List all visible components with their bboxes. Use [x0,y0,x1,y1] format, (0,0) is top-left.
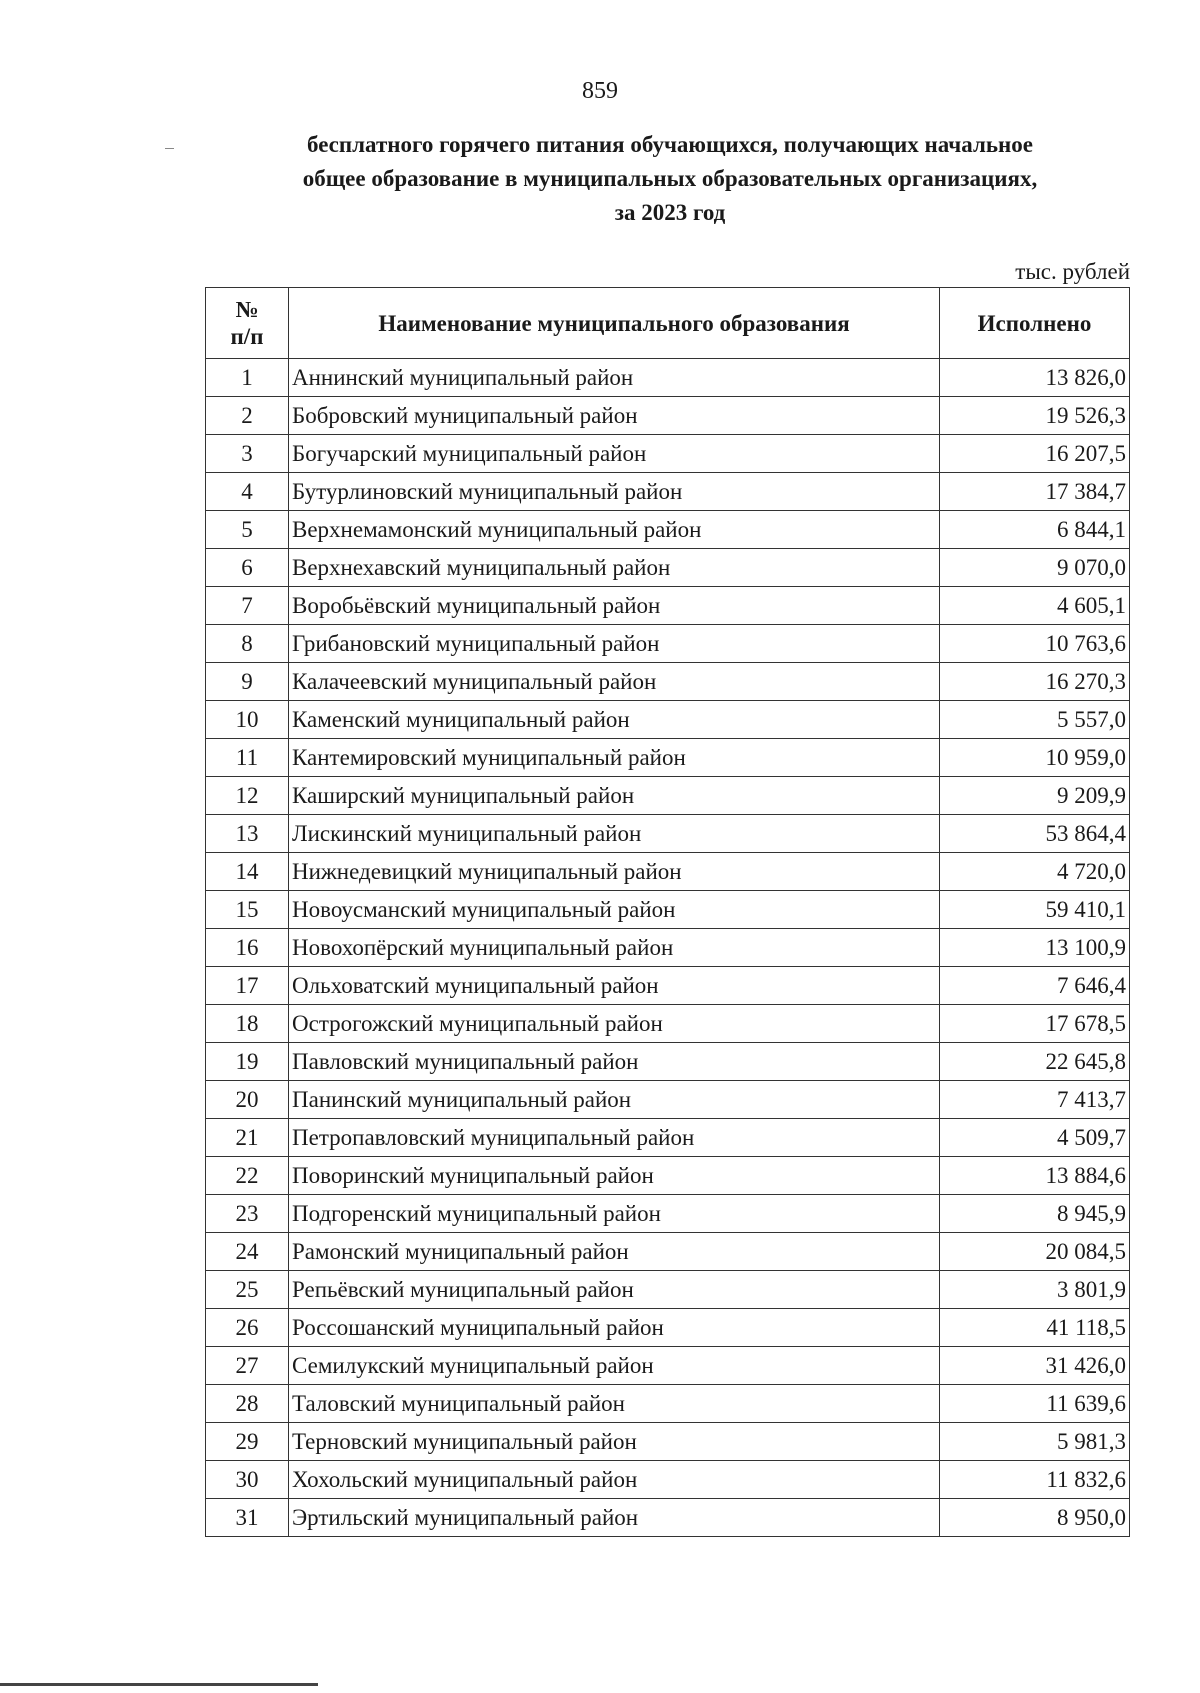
row-number: 23 [206,1195,289,1233]
row-name: Грибановский муниципальный район [289,625,940,663]
row-number: 28 [206,1385,289,1423]
row-number: 17 [206,967,289,1005]
row-name: Эртильский муниципальный район [289,1499,940,1537]
row-name: Ольховатский муниципальный район [289,967,940,1005]
table-row [206,587,1130,625]
header-name: Наименование муниципального образования [289,288,940,359]
row-name: Каменский муниципальный район [289,701,940,739]
table-row [206,1499,1130,1537]
row-value: 6 844,1 [940,511,1130,549]
row-value: 8 945,9 [940,1195,1130,1233]
row-number: 8 [206,625,289,663]
row-name: Подгоренский муниципальный район [289,1195,940,1233]
row-name: Нижнедевицкий муниципальный район [289,853,940,891]
row-number: 12 [206,777,289,815]
table-row [206,1271,1130,1309]
row-number: 31 [206,1499,289,1537]
row-value: 19 526,3 [940,397,1130,435]
row-value: 13 884,6 [940,1157,1130,1195]
row-number: 25 [206,1271,289,1309]
row-value: 22 645,8 [940,1043,1130,1081]
table-row [206,1423,1130,1461]
row-number: 29 [206,1423,289,1461]
row-name: Бобровский муниципальный район [289,397,940,435]
table-row [206,1309,1130,1347]
row-number: 10 [206,701,289,739]
row-number: 4 [206,473,289,511]
title-line: бесплатного горячего питания обучающихся, получающих начальное [307,132,1033,157]
title-line: за 2023 год [614,200,726,225]
row-value: 53 864,4 [940,815,1130,853]
row-number: 15 [206,891,289,929]
table-row [206,1005,1130,1043]
row-value: 41 118,5 [940,1309,1130,1347]
row-name: Новохопёрский муниципальный район [289,929,940,967]
row-number: 14 [206,853,289,891]
row-value: 9 209,9 [940,777,1130,815]
row-value: 7 646,4 [940,967,1130,1005]
row-name: Богучарский муниципальный район [289,435,940,473]
header-number [206,288,289,359]
table-row [206,625,1130,663]
row-number: 5 [206,511,289,549]
table-row [206,397,1130,435]
table-body [206,359,1130,1537]
title-line: общее образование в муниципальных образовательных организациях, [302,166,1038,191]
header-number-line: п/п [230,324,264,349]
row-number: 2 [206,397,289,435]
row-number: 19 [206,1043,289,1081]
page-number: 859 [582,78,618,104]
row-value: 11 832,6 [940,1461,1130,1499]
row-name: Семилукский муниципальный район [289,1347,940,1385]
row-name: Рамонский муниципальный район [289,1233,940,1271]
row-value: 16 270,3 [940,663,1130,701]
table-row [206,701,1130,739]
row-value: 17 384,7 [940,473,1130,511]
row-name: Воробьёвский муниципальный район [289,587,940,625]
row-value: 11 639,6 [940,1385,1130,1423]
document-title [205,128,1135,230]
row-name: Верхнехавский муниципальный район [289,549,940,587]
row-value: 20 084,5 [940,1233,1130,1271]
row-name: Верхнемамонский муниципальный район [289,511,940,549]
table-row [206,739,1130,777]
row-number: 6 [206,549,289,587]
table-row [206,815,1130,853]
table-row [206,511,1130,549]
row-name: Репьёвский муниципальный район [289,1271,940,1309]
table-row [206,777,1130,815]
table-row [206,891,1130,929]
row-value: 13 100,9 [940,929,1130,967]
row-name: Хохольский муниципальный район [289,1461,940,1499]
row-name: Петропавловский муниципальный район [289,1119,940,1157]
row-number: 13 [206,815,289,853]
row-value: 5 557,0 [940,701,1130,739]
table-row [206,1385,1130,1423]
row-number: 11 [206,739,289,777]
row-value: 4 605,1 [940,587,1130,625]
row-value: 7 413,7 [940,1081,1130,1119]
table-row [206,1195,1130,1233]
row-value: 8 950,0 [940,1499,1130,1537]
row-number: 1 [206,359,289,397]
row-number: 26 [206,1309,289,1347]
footer-divider [0,1683,318,1686]
row-number: 20 [206,1081,289,1119]
row-number: 27 [206,1347,289,1385]
table-row [206,853,1130,891]
row-number: 7 [206,587,289,625]
table-header-row [206,288,1130,359]
table-row [206,663,1130,701]
table-row [206,549,1130,587]
row-value: 13 826,0 [940,359,1130,397]
row-value: 9 070,0 [940,549,1130,587]
row-number: 22 [206,1157,289,1195]
row-name: Острогожский муниципальный район [289,1005,940,1043]
row-number: 16 [206,929,289,967]
row-name: Терновский муниципальный район [289,1423,940,1461]
table-row [206,1081,1130,1119]
row-name: Поворинский муниципальный район [289,1157,940,1195]
row-number: 18 [206,1005,289,1043]
table-row [206,967,1130,1005]
row-value: 3 801,9 [940,1271,1130,1309]
row-name: Аннинский муниципальный район [289,359,940,397]
row-name: Калачеевский муниципальный район [289,663,940,701]
row-number: 21 [206,1119,289,1157]
header-number-line: № [235,297,259,322]
row-name: Россошанский муниципальный район [289,1309,940,1347]
table-row [206,435,1130,473]
row-value: 10 763,6 [940,625,1130,663]
row-name: Панинский муниципальный район [289,1081,940,1119]
row-name: Кантемировский муниципальный район [289,739,940,777]
row-number: 9 [206,663,289,701]
table-row [206,1043,1130,1081]
row-value: 31 426,0 [940,1347,1130,1385]
table-row [206,359,1130,397]
row-name: Павловский муниципальный район [289,1043,940,1081]
header-value: Исполнено [940,288,1130,359]
table-row [206,1347,1130,1385]
report-table [205,287,1130,1537]
row-number: 3 [206,435,289,473]
units-label: тыс. рублей [1015,259,1130,284]
table-row [206,473,1130,511]
row-name: Таловский муниципальный район [289,1385,940,1423]
row-name: Бутурлиновский муниципальный район [289,473,940,511]
margin-mark [165,148,174,149]
row-name: Новоусманский муниципальный район [289,891,940,929]
row-name: Каширский муниципальный район [289,777,940,815]
row-value: 10 959,0 [940,739,1130,777]
table-row [206,1119,1130,1157]
table-row [206,929,1130,967]
table-row [206,1461,1130,1499]
table-row [206,1157,1130,1195]
row-number: 24 [206,1233,289,1271]
row-value: 59 410,1 [940,891,1130,929]
row-value: 16 207,5 [940,435,1130,473]
row-number: 30 [206,1461,289,1499]
row-value: 4 720,0 [940,853,1130,891]
row-name: Лискинский муниципальный район [289,815,940,853]
table-row [206,1233,1130,1271]
row-value: 17 678,5 [940,1005,1130,1043]
row-value: 4 509,7 [940,1119,1130,1157]
row-value: 5 981,3 [940,1423,1130,1461]
